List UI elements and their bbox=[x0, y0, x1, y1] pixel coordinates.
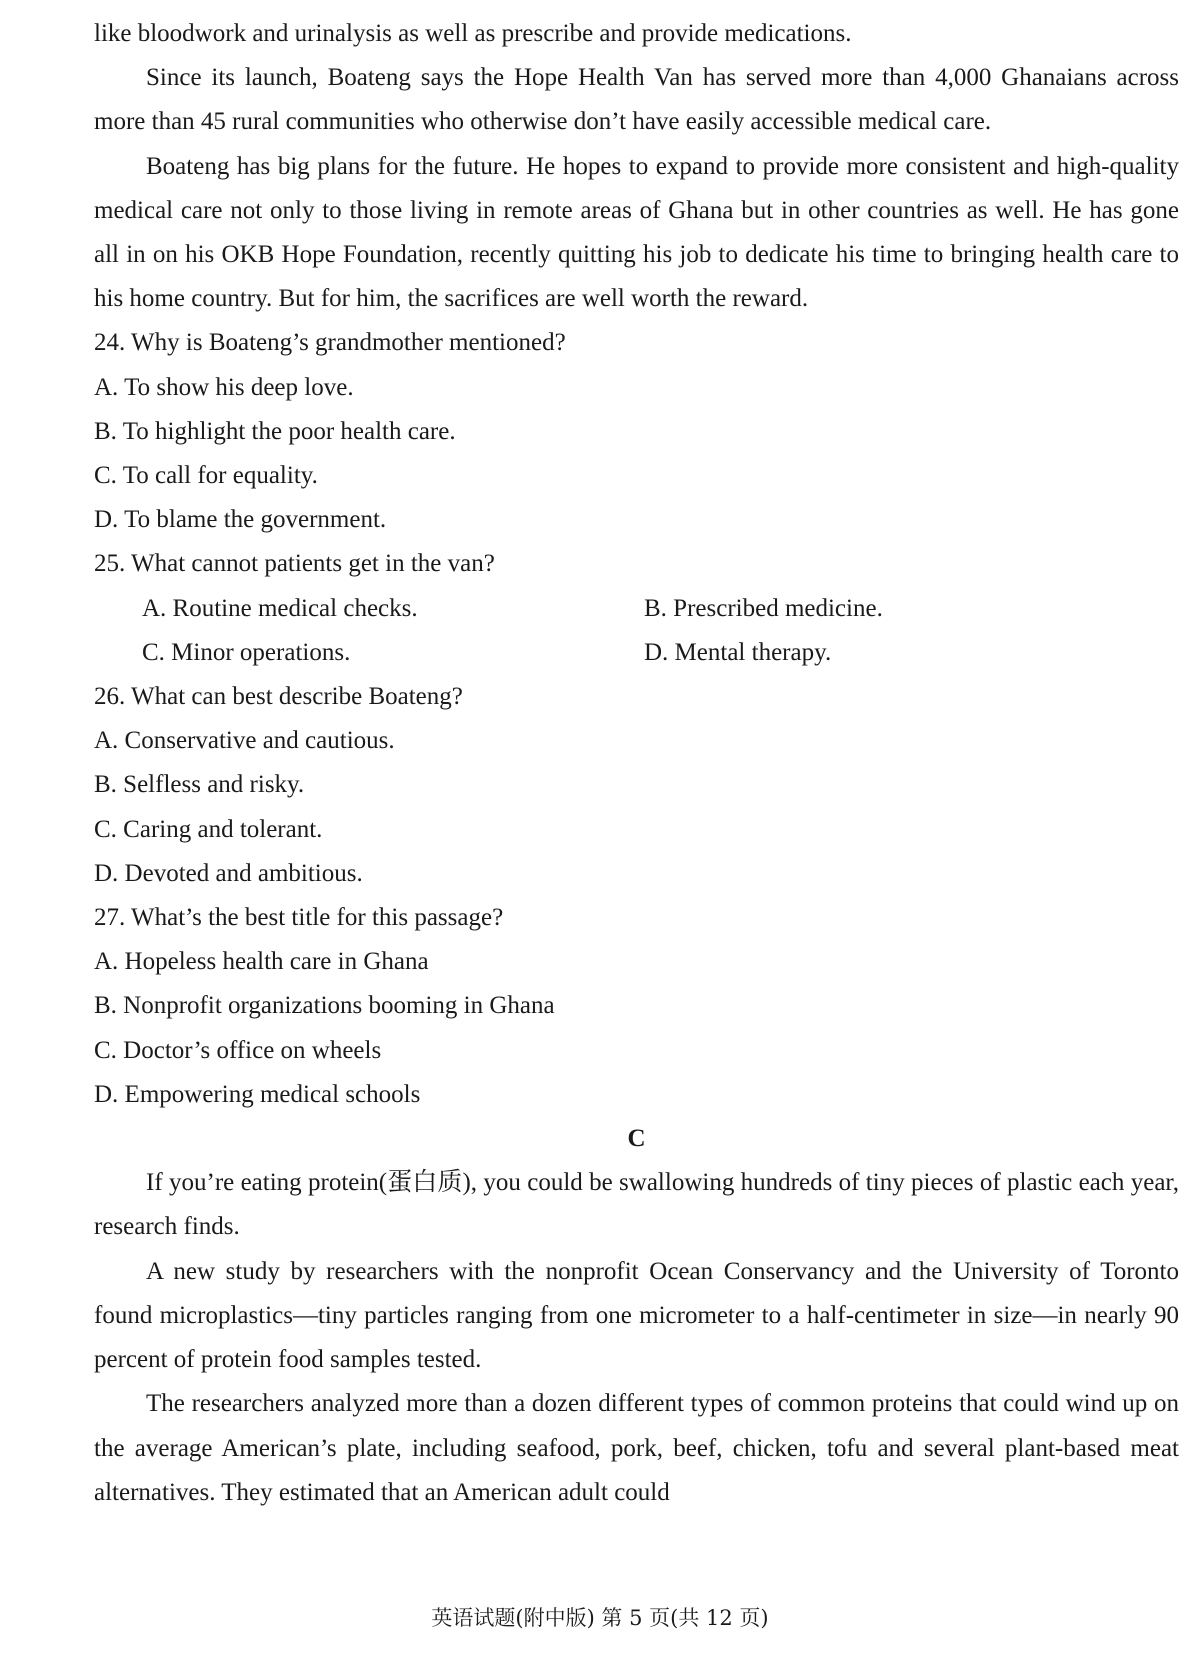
question-27-option-c: C. Doctor’s office on wheels bbox=[94, 1036, 382, 1064]
question-26-option-c: C. Caring and tolerant. bbox=[94, 815, 323, 843]
passage-c-paragraph-1: If you’re eating protein(蛋白质), you could be swallowing hundreds of tiny pieces of plastic each year, research finds. bbox=[94, 1169, 1179, 1241]
question-24-option-a: A. To show his deep love. bbox=[94, 373, 354, 401]
passage-b-paragraph-tail: like bloodwork and urinalysis as well as prescribe and provide medications. bbox=[94, 20, 852, 47]
question-25-option-a: A. Routine medical checks. bbox=[142, 594, 418, 622]
question-27-option-d: D. Empowering medical schools bbox=[94, 1080, 421, 1108]
question-24-option-c: C. To call for equality. bbox=[94, 462, 318, 490]
passage-c-paragraph-2: A new study by researchers with the nonprofit Ocean Conservancy and the University of Toronto found microplastics—tiny particles ranging from one micrometer to a half-centimeter in size—in nearly 90 percent of protein food samples tested. bbox=[94, 1257, 1179, 1374]
page-content bbox=[94, 12, 1179, 1515]
question-27-stem: 27. What’s the best title for this passage? bbox=[94, 904, 504, 932]
question-25-option-c: C. Minor operations. bbox=[142, 638, 351, 666]
question-24 bbox=[94, 321, 1179, 542]
question-25-options-row-1 bbox=[142, 587, 1179, 631]
passage-c-heading: C bbox=[627, 1125, 646, 1153]
question-24-option-d: D. To blame the government. bbox=[94, 506, 387, 534]
question-27-option-b: B. Nonprofit organizations booming in Ghana bbox=[94, 992, 555, 1020]
passage-c-paragraph-3: The researchers analyzed more than a dozen different types of common proteins that could wind up on the average American’s plate, including seafood, pork, beef, chicken, tofu and several plant-based meat alternatives. They estimated that an American adult could bbox=[94, 1390, 1179, 1506]
question-26-stem: 26. What can best describe Boateng? bbox=[94, 683, 463, 711]
question-24-option-b: B. To highlight the poor health care. bbox=[94, 417, 456, 445]
question-27 bbox=[94, 896, 1179, 1117]
question-25-option-b: B. Prescribed medicine. bbox=[644, 594, 883, 622]
question-26 bbox=[94, 675, 1179, 896]
question-26-option-d: D. Devoted and ambitious. bbox=[94, 859, 363, 887]
question-25 bbox=[94, 542, 1179, 675]
passage-b-paragraph-3: Boateng has big plans for the future. He hopes to expand to provide more consistent and high-quality medical care not only to those living in remote areas of Ghana but in other countries as well. He has gone all in on his OKB Hope Foundation, recently quitting his job to dedicate his time to bringing health care to his home country. But for him, the sacrifices are well worth the reward. bbox=[94, 152, 1179, 313]
passage-b-paragraph-2: Since its launch, Boateng says the Hope Health Van has served more than 4,000 Ghanaians across more than 45 rural communities who otherwise don’t have easily accessible medical care. bbox=[94, 64, 1179, 136]
question-26-option-b: B. Selfless and risky. bbox=[94, 771, 305, 799]
question-25-options-row-2 bbox=[142, 631, 1179, 675]
page-footer: 英语试题(附中版) 第 5 页(共 12 页) bbox=[431, 1606, 769, 1630]
question-25-option-d: D. Mental therapy. bbox=[644, 638, 832, 666]
question-27-option-a: A. Hopeless health care in Ghana bbox=[94, 948, 429, 976]
question-26-option-a: A. Conservative and cautious. bbox=[94, 727, 395, 755]
question-24-stem: 24. Why is Boateng’s grandmother mentioned? bbox=[94, 329, 566, 357]
question-25-stem: 25. What cannot patients get in the van? bbox=[94, 550, 495, 578]
